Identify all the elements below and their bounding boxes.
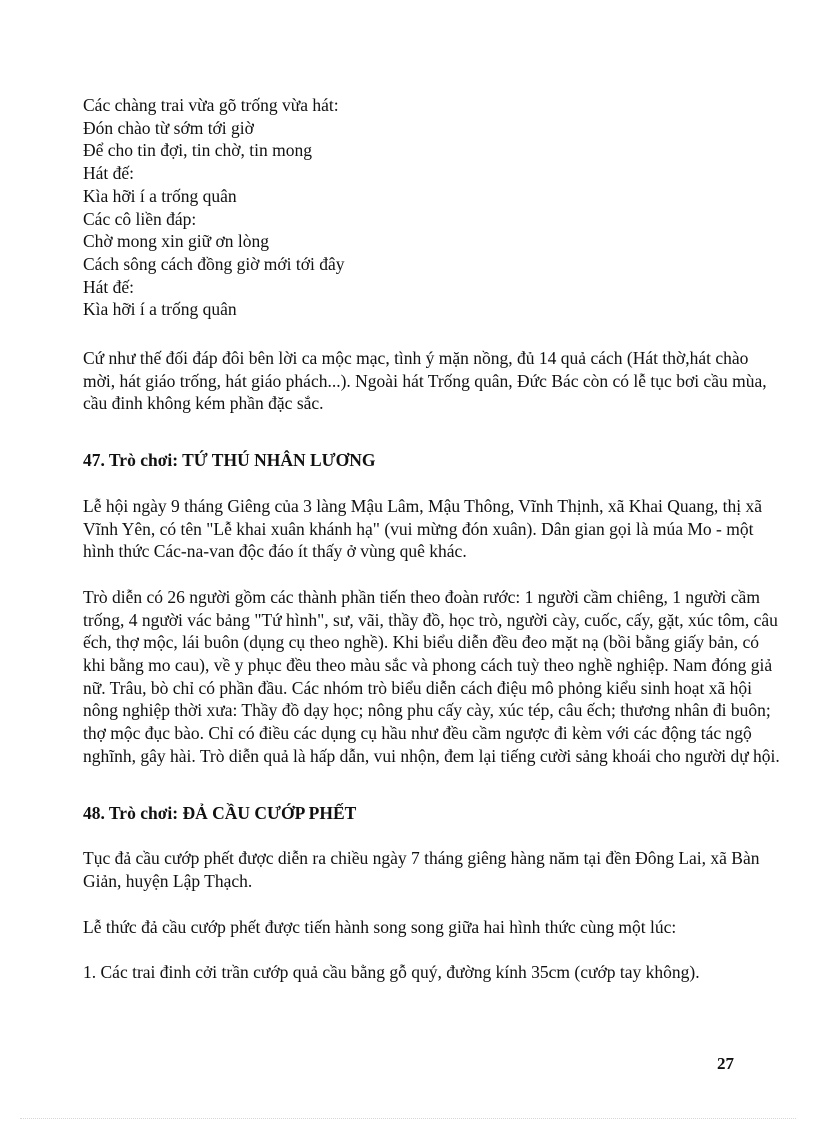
page-bottom-divider (20, 1118, 796, 1119)
section-48-heading: 48. Trò chơi: ĐẢ CẦU CƯỚP PHẾT (83, 802, 357, 823)
verse-line: Hát đế: (83, 163, 135, 184)
section-47-paragraph-2: Trò diễn có 26 người gồm các thành phần tiến theo đoàn rước: 1 người cầm chiêng, 1 người cầm trống, 4 người vác bảng "Tứ hình", sư, vãi, thầy đồ, học trò, người cày, cuốc, cấy, gặt, xúc tôm, câu ếch, thợ mộc, lái buôn (dụng cụ theo nghề). Khi biểu diễn đều đeo mặt nạ (bồi bằng giấy bản, có khi bằng mo cau), về y phục đều theo màu sắc và phong cách tuỳ theo nghề nghiệp. Nam đóng giả nữ. Trâu, bò chỉ có phần đầu. Các nhóm trò biểu diễn cách điệu mô phỏng kiểu sinh hoạt xã hội nông nghiệp thời xưa: Thầy đồ dạy học; nông phu cấy cày, xúc tép, câu ếch; thương nhân đi buôn; thợ mộc đục bào. Chỉ có điều các dụng cụ hầu như đều cầm ngược đi kèm với các động tác ngộ nghĩnh, gây hài. Trò diễn quả là hấp dẫn, vui nhộn, đem lại tiếng cười sảng khoái cho người dự hội. (83, 586, 780, 766)
verse-line: Kìa hỡi í a trống quân (83, 185, 237, 206)
verse-line: Cách sông cách đồng giờ mới tới đây (83, 253, 345, 274)
section-48-paragraph-2: Lễ thức đả cầu cướp phết được tiến hành song song giữa hai hình thức cùng một lúc: (83, 916, 677, 937)
verse-line: Đón chào từ sớm tới giờ (83, 117, 254, 138)
verse-line: Hát đế: (83, 276, 135, 297)
paragraph-intro: Cứ như thế đối đáp đôi bên lời ca mộc mạc, tình ý mặn nồng, đủ 14 quả cách (Hát thờ,hát chào mời, hát giáo trống, hát giáo phách...). Ngoài hát Trống quân, Đức Bác còn có lễ tục bơi cầu mùa, cầu đinh không kém phần đặc sắc. (83, 348, 767, 414)
page-number: 27 (717, 1054, 734, 1073)
verse-line: Các cô liền đáp: (83, 208, 197, 229)
section-47-paragraph-1: Lễ hội ngày 9 tháng Giêng của 3 làng Mậu Lâm, Mậu Thông, Vĩnh Thịnh, xã Khai Quang, thị xã Vĩnh Yên, có tên "Lễ khai xuân khánh hạ" (vui mừng đón xuân). Dân gian gọi là múa Mo - một hình thức Các-na-van độc đáo ít thấy ở vùng quê khác. (83, 495, 762, 562)
section-48-paragraph-1: Tục đả cầu cướp phết được diễn ra chiều ngày 7 tháng giêng hàng năm tại đền Đông Lai, xã Bàn Giản, huyện Lập Thạch. (83, 848, 760, 891)
verse-line: Để cho tin đợi, tin chờ, tin mong (83, 140, 312, 161)
verse-line: Chờ mong xin giữ ơn lòng (83, 231, 269, 252)
verse-block (83, 94, 783, 321)
verse-line: Kìa hỡi í a trống quân (83, 299, 237, 320)
page-content (83, 94, 783, 984)
section-48-paragraph-3: 1. Các trai đinh cởi trần cướp quả cầu bằng gỗ quý, đường kính 35cm (cướp tay không). (83, 962, 700, 983)
verse-line: Các chàng trai vừa gõ trống vừa hát: (83, 95, 339, 115)
section-47-heading: 47. Trò chơi: TỨ THÚ NHÂN LƯƠNG (83, 450, 376, 471)
